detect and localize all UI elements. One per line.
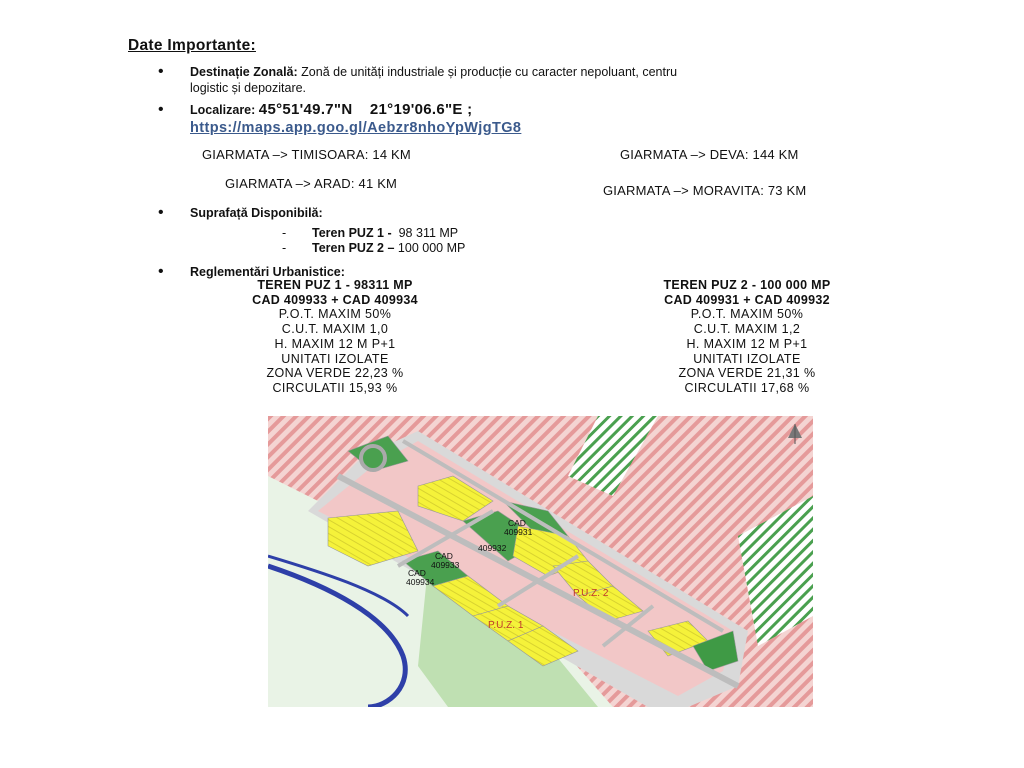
puz2-regulations	[612, 278, 882, 396]
bullet-dot: •	[158, 204, 164, 221]
puz2-units: UNITATI IZOLATE	[693, 351, 801, 366]
puz1-pot: P.O.T. MAXIM 50%	[278, 307, 392, 322]
distance-deva: GIARMATA –> DEVA: 144 KM	[620, 147, 799, 162]
puz1-height: H. MAXIM 12 M P+1	[274, 336, 396, 351]
site-plan-map	[268, 416, 813, 707]
destinatie-text: Zonă de unități industriale și producție cu caracter nepoluant, centru	[301, 65, 678, 79]
bullet-dot: •	[158, 263, 164, 280]
puz2-pot: P.O.T. MAXIM 50%	[690, 307, 804, 322]
puz1-cad: CAD 409933 + CAD 409934	[252, 292, 418, 307]
puz1-title: TEREN PUZ 1 - 98311 MP	[257, 278, 413, 292]
bullet-dot: •	[158, 101, 164, 118]
puz2-height: H. MAXIM 12 M P+1	[686, 336, 808, 351]
puz1-green: ZONA VERDE 22,23 %	[266, 366, 404, 381]
destinatie-label: Destinație Zonală:	[190, 65, 298, 79]
maps-link[interactable]: https://maps.app.goo.gl/Aebzr8nhoYpWjgTG8	[190, 120, 522, 136]
distance-arad: GIARMATA –> ARAD: 41 KM	[225, 176, 398, 191]
puz1-cut: C.U.T. MAXIM 1,0	[281, 322, 389, 337]
puz1-units: UNITATI IZOLATE	[281, 351, 389, 366]
map-label-cad-409932: 409932	[478, 543, 507, 553]
distance-timisoara: GIARMATA –> TIMISOARA: 14 KM	[202, 147, 411, 162]
puz2-cad: CAD 409931 + CAD 409932	[664, 292, 830, 307]
map-label-puz2: P.U.Z. 2	[573, 588, 609, 599]
latitude: 45°51'49.7"N	[258, 101, 353, 118]
longitude: 21°19'06.6"E ;	[369, 101, 473, 118]
puz1-circulation: CIRCULATII 15,93 %	[272, 380, 398, 395]
puz2-title: TEREN PUZ 2 - 100 000 MP	[663, 278, 831, 292]
section-heading: Date Importante:	[128, 37, 256, 54]
map-label-cad-409931: CAD 409931	[504, 518, 533, 537]
bullet-dot: •	[158, 63, 164, 80]
map-label-cad-409934: CAD 409934	[406, 568, 435, 587]
distance-moravita: GIARMATA –> MORAVITA: 73 KM	[603, 183, 807, 198]
localizare-label: Localizare:	[190, 103, 256, 117]
puz2-circulation: CIRCULATII 17,68 %	[684, 380, 810, 395]
suprafata-label: Suprafață Disponibilă:	[190, 206, 323, 220]
puz2-green: ZONA VERDE 21,31 %	[678, 366, 816, 381]
destinatie-text2: logistic și depozitare.	[190, 81, 307, 95]
puz1-regulations	[200, 278, 470, 396]
map-label-cad-409933: CAD 409933	[431, 551, 460, 570]
suprafata-item-puz1: - Teren PUZ 1 - 98 311 MP	[282, 226, 459, 240]
suprafata-item-puz2: - Teren PUZ 2 – 100 000 MP	[282, 241, 466, 255]
reglementari-label: Reglementări Urbanistice:	[190, 265, 345, 279]
map-label-puz1: P.U.Z. 1	[488, 620, 524, 631]
puz2-cut: C.U.T. MAXIM 1,2	[693, 322, 801, 337]
